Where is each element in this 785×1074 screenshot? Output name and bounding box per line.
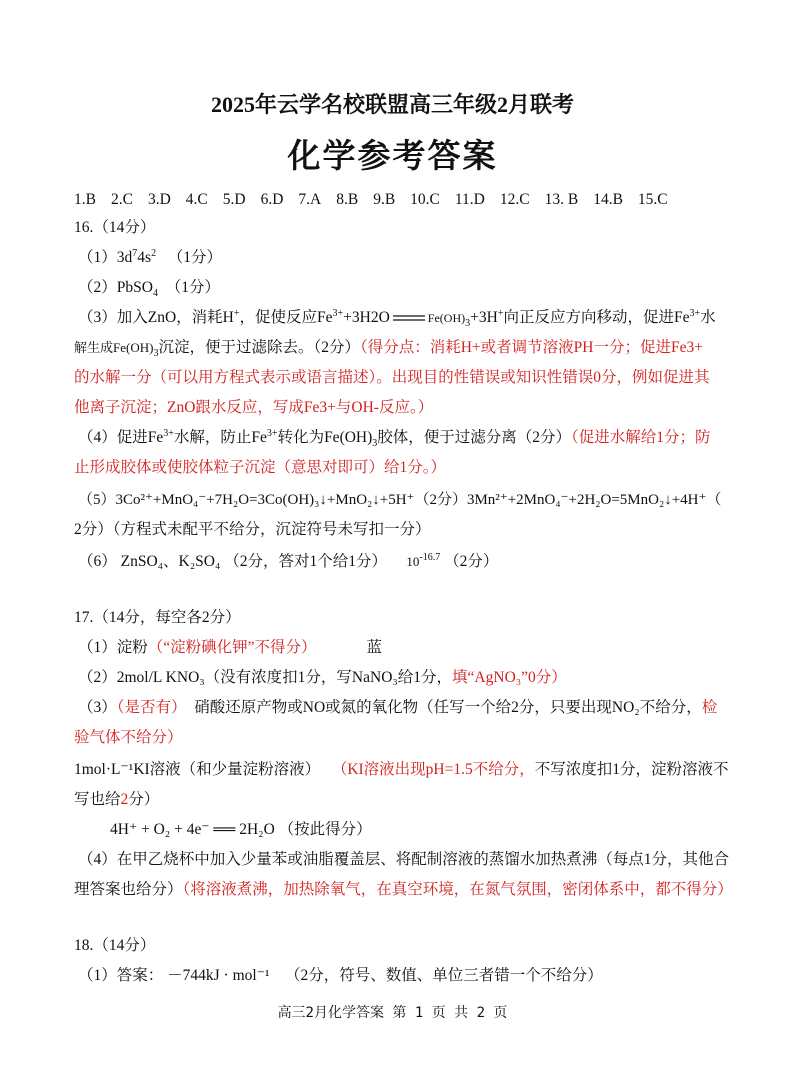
- q16-part3-note-line: 的水解一分（可以用方程式表示或语言描述）。出现目的性错误或知识性错误0分，例如促进其: [74, 369, 710, 386]
- q17-electrode-equation: 4H⁺ + O₂ + 4e⁻ ══ 2H₂O （按此得分）: [110, 821, 372, 838]
- q17-part2: （2）2mol/L KNO₃（没有浓度扣1分，写NaNO₃给1分，填“AgNO₃”0分）: [78, 669, 567, 686]
- q16-part3-note-line: 他离子沉淀；ZnO跟水反应，写成Fe3+与OH-反应。）: [74, 399, 434, 416]
- q17-ki-line2: 写也给2分）: [74, 791, 160, 808]
- q16-part6: （6） ZnSO₄、K₂SO₄ （2分，答对1个给1分） $10^{-16.7}$ （2分）: [78, 551, 499, 570]
- exam-title: 2025年云学名校联盟高三年级2月联考: [210, 92, 574, 117]
- q17-part3-line2: 验气体不给分）: [74, 729, 183, 746]
- equilibrium-arrow-icon: [393, 313, 425, 323]
- choice-answer: 11.D: [454, 191, 485, 208]
- choice-answer: 4.C: [185, 191, 208, 208]
- q16-heading: 16.（14分）: [74, 219, 156, 236]
- q16-part5-line2: 2分）（方程式未配平不给分，沉淀符号未写扣一分）: [74, 521, 431, 538]
- q17-ki-line1: 1mol·L⁻¹KI溶液（和少量淀粉溶液） （KI溶液出现pH=1.5不给分，不写浓度扣1分，淀粉溶液不: [74, 761, 729, 778]
- choice-answer: 13. B: [544, 191, 579, 208]
- q16-part3-line1: （3）加入ZnO，消耗H+，促使反应$Fe^{3+}+3H2O$ $Fe(OH)_3+3H^+$向正反应方向移动，促进$Fe^{3+}$水: [78, 307, 716, 330]
- q16-part1: $(1)3d^74s^2$ （1分）: [78, 247, 222, 266]
- page-footer: 高三2月化学答案 第 1 页 共 2 页: [277, 1005, 508, 1021]
- choice-answer: 5.D: [222, 191, 246, 208]
- q18-heading: 18.（14分）: [74, 937, 156, 954]
- choice-answer: 15.C: [637, 191, 668, 208]
- q17-part1: （1）淀粉（“淀粉碘化钾”不得分） 蓝: [78, 639, 383, 656]
- q16-part4-line1: （4）促进$Fe^{3+}$水解，防止$Fe^{3+}$转化为$Fe(OH)_3$胶体，便于过滤分离（2分）（促进水解给1分；防: [78, 427, 711, 450]
- choice-answer: 1.B: [74, 191, 96, 208]
- choice-answer: 6.D: [260, 191, 284, 208]
- choice-answer: 7.A: [298, 191, 322, 208]
- choice-answer: 8.B: [336, 191, 359, 208]
- q16-part3-line2: 解生成$Fe(OH)_3$沉淀，便于过滤除去。（2分）（得分点：消耗H+或者调节溶液PH一分；促进Fe3+: [74, 339, 703, 360]
- q16-part5-line1: （5）3Co²⁺+MnO₄⁻+7H₂O=3Co(OH)₃↓+MnO₂↓+5H⁺（2分）3Mn²⁺+2MnO₄⁻+2H₂O=5MnO₂↓+4H⁺（: [78, 492, 722, 508]
- choice-answer: 2.C: [110, 191, 133, 208]
- choice-answer: 12.C: [499, 191, 530, 208]
- q17-part4-line2: 理答案也给分）（将溶液煮沸，加热除氧气，在真空环境，在氮气氛围，密闭体系中，都不得分）: [74, 881, 733, 898]
- choice-answer: 14.B: [593, 191, 623, 208]
- q16-part4-note-line: 止形成胶体或使胶体粒子沉淀（意思对即可）给1分。）: [74, 459, 447, 476]
- choice-answers: [74, 191, 683, 209]
- q16-part2: （2）PbSO$_4$ （1分）: [78, 279, 220, 300]
- choice-answer: 10.C: [410, 191, 440, 208]
- choice-answer: 9.B: [373, 191, 396, 208]
- document-title: 化学参考答案: [287, 139, 498, 175]
- q17-part3-line1: （3）（是否有） 硝酸还原产物或NO或氮的氧化物（任写一个给2分，只要出现NO₂不给分，检: [78, 699, 718, 716]
- q17-part4-line1: （4）在甲乙烧杯中加入少量苯或油脂覆盖层、将配制溶液的蒸馏水加热煮沸（每点1分，其他合: [78, 851, 730, 868]
- choice-answer: 3.D: [147, 191, 171, 208]
- q17-heading: 17.（14分，每空各2分）: [74, 609, 241, 626]
- q18-part1: （1）答案： －744kJ · mol⁻¹ （2分，符号、数值、单位三者错一个不给分）: [78, 967, 603, 984]
